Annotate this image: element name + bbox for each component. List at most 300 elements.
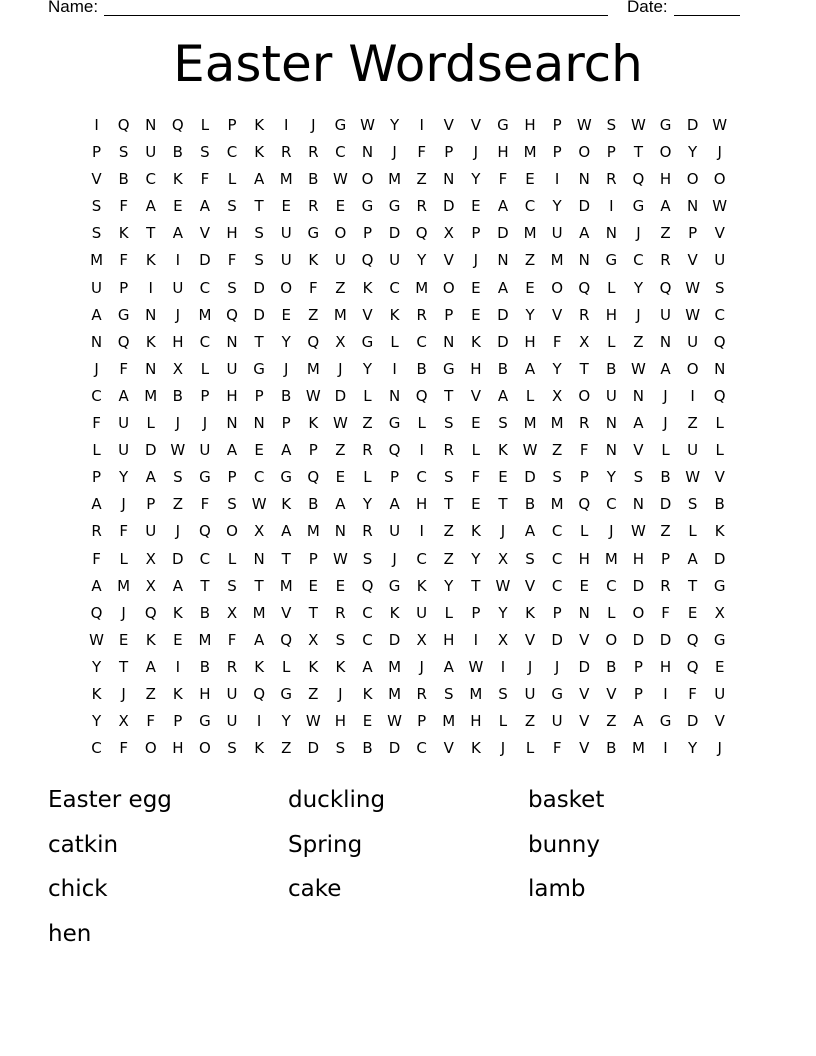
grid-cell: M [279, 170, 293, 189]
grid-cell: L [580, 522, 589, 541]
grid-cell: S [714, 278, 725, 297]
grid-cell: M [198, 630, 212, 649]
grid-cell: N [605, 414, 617, 433]
grid-cell: J [392, 143, 397, 162]
grid-cell: P [92, 468, 102, 487]
grid-cell: W [712, 197, 728, 216]
grid-row [83, 546, 733, 573]
grid-cell: C [551, 522, 563, 541]
grid-cell: H [659, 170, 672, 189]
grid-cell: Y [552, 359, 562, 378]
grid-cell: I [94, 116, 99, 134]
grid-cell: A [91, 576, 102, 595]
grid-cell: A [389, 495, 400, 514]
grid-cell: P [552, 143, 562, 162]
grid-cell: J [500, 739, 506, 758]
grid-cell: G [442, 359, 455, 378]
grid-cell: V [552, 305, 563, 324]
grid-cell: H [443, 630, 455, 649]
grid-cell: T [444, 386, 454, 405]
grid-cell: V [633, 441, 644, 460]
grid-cell: Q [713, 386, 726, 405]
grid-cell: P [227, 116, 237, 134]
grid-cell: W [305, 386, 321, 405]
grid-cell: I [554, 170, 560, 189]
grid-cell: L [282, 657, 291, 676]
grid-cell: K [145, 630, 156, 649]
grid-cell: V [91, 170, 102, 189]
grid-cell: P [146, 495, 156, 514]
grid-row [83, 166, 733, 193]
grid-cell: I [500, 657, 506, 676]
grid-cell: C [551, 549, 563, 568]
grid-cell: M [306, 522, 320, 541]
grid-cell: P [362, 224, 372, 243]
grid-cell: E [308, 576, 319, 595]
grid-cell: L [607, 332, 616, 351]
grid-cell: Q [578, 495, 591, 514]
grid-cell: Y [552, 197, 562, 216]
grid-cell: O [659, 143, 672, 162]
grid-cell: R [91, 522, 102, 541]
grid-cell: T [119, 657, 129, 676]
grid-row [83, 112, 733, 139]
grid-cell: Z [633, 332, 644, 351]
grid-row [83, 573, 733, 600]
grid-cell: Y [91, 657, 102, 676]
grid-cell: I [663, 739, 668, 758]
grid-cell: Q [90, 603, 103, 622]
grid-cell: L [146, 414, 155, 433]
grid-cell: V [687, 251, 698, 270]
grid-cell: E [281, 305, 291, 324]
grid-cell: S [118, 143, 129, 162]
grid-cell: S [254, 224, 264, 243]
grid-cell: N [714, 359, 726, 378]
grid-cell: A [281, 441, 292, 460]
grid-cell: M [550, 414, 564, 433]
grid-cell: A [443, 657, 454, 676]
grid-cell: U [226, 684, 238, 703]
grid-row [83, 681, 733, 708]
grid-cell: L [92, 441, 101, 460]
grid-row [83, 654, 733, 681]
grid-cell: K [714, 522, 725, 541]
grid-cell: X [714, 603, 725, 622]
grid-cell: J [717, 739, 722, 758]
grid-cell: Z [308, 305, 319, 324]
grid-row [83, 329, 733, 356]
grid-row [83, 356, 733, 383]
word-list-item: catkin [48, 831, 119, 858]
grid-cell: L [119, 549, 128, 568]
grid-cell: B [172, 386, 183, 405]
grid-cell: X [579, 332, 590, 351]
grid-cell: K [145, 332, 156, 351]
grid-cell: T [444, 495, 454, 514]
grid-cell: C [335, 143, 346, 162]
grid-cell: F [498, 170, 508, 189]
grid-cell: D [578, 657, 591, 676]
grid-cell: F [119, 197, 128, 216]
grid-cell: C [606, 576, 617, 595]
grid-cell: U [91, 278, 103, 297]
grid-cell: G [361, 332, 374, 351]
grid-cell: U [660, 305, 671, 324]
grid-cell: W [387, 712, 402, 731]
grid-cell: R [579, 305, 590, 324]
grid-cell: J [473, 143, 479, 162]
grid-cell: X [416, 630, 427, 649]
grid-cell: C [416, 332, 427, 351]
grid-cell: G [253, 359, 265, 378]
grid-cell: P [444, 305, 454, 324]
grid-cell: G [117, 305, 130, 324]
grid-cell: D [388, 739, 401, 758]
grid-cell: G [199, 712, 211, 731]
grid-cell: U [687, 332, 699, 351]
grid-cell: O [144, 739, 157, 758]
grid-cell: L [715, 414, 724, 433]
grid-cell: D [659, 630, 672, 649]
grid-cell: C [524, 197, 536, 216]
grid-cell: K [254, 143, 265, 162]
grid-cell: Z [552, 441, 563, 460]
grid-cell: W [360, 116, 375, 134]
grid-cell: B [118, 170, 129, 189]
grid-cell: E [471, 197, 481, 216]
grid-cell: S [498, 684, 508, 703]
grid-cell: Q [686, 657, 699, 676]
grid-cell: A [633, 712, 644, 731]
grid-cell: R [226, 657, 238, 676]
grid-cell: L [498, 712, 508, 731]
grid-cell: B [362, 739, 373, 758]
grid-cell: S [227, 739, 237, 758]
grid-cell: Y [91, 712, 102, 731]
grid-cell: F [579, 441, 589, 460]
grid-cell: M [388, 657, 402, 676]
grid-cell: D [388, 630, 401, 649]
grid-cell: K [118, 224, 129, 243]
grid-cell: Y [498, 603, 508, 622]
grid-row [83, 220, 733, 247]
grid-cell: P [471, 224, 481, 243]
grid-cell: S [362, 549, 373, 568]
grid-cell: D [551, 630, 563, 649]
grid-cell: K [470, 332, 481, 351]
grid-cell: H [578, 549, 590, 568]
grid-cell: P [308, 441, 318, 460]
grid-cell: F [552, 332, 562, 351]
grid-cell: Z [335, 441, 346, 460]
grid-cell: M [252, 603, 266, 622]
grid-cell: S [498, 414, 508, 433]
grid-cell: F [227, 630, 237, 649]
grid-cell: V [362, 305, 373, 324]
grid-cell: U [389, 522, 401, 541]
grid-cell: N [253, 414, 265, 433]
grid-cell: U [551, 712, 563, 731]
grid-cell: A [497, 278, 509, 297]
grid-cell: R [443, 441, 454, 460]
grid-cell: H [226, 386, 238, 405]
grid-cell: F [661, 603, 670, 622]
grid-cell: S [200, 143, 210, 162]
grid-cell: C [199, 549, 211, 568]
grid-cell: E [173, 197, 183, 216]
grid-cell: T [471, 576, 481, 595]
grid-cell: U [118, 441, 130, 460]
grid-cell: S [173, 468, 183, 487]
grid-cell: E [362, 712, 373, 731]
grid-cell: P [227, 468, 237, 487]
grid-cell: J [663, 414, 668, 433]
grid-cell: X [497, 549, 509, 568]
grid-cell: I [663, 684, 668, 703]
grid-cell: K [335, 657, 346, 676]
grid-cell: Q [280, 630, 293, 649]
grid-cell: W [576, 116, 592, 134]
name-field-line[interactable] [104, 15, 608, 16]
grid-cell: P [660, 549, 671, 568]
grid-cell: J [175, 305, 181, 324]
grid-cell: T [498, 495, 508, 514]
grid-cell: C [145, 170, 156, 189]
grid-cell: E [579, 576, 589, 595]
grid-cell: S [444, 468, 454, 487]
grid-cell: K [389, 305, 400, 324]
grid-cell: Z [524, 251, 536, 270]
grid-cell: Z [335, 278, 346, 297]
grid-cell: Q [199, 522, 211, 541]
grid-cell: O [442, 278, 455, 297]
grid-cell: Z [145, 684, 156, 703]
grid-cell: U [714, 684, 726, 703]
grid-cell: I [609, 197, 614, 216]
grid-cell: O [226, 522, 238, 541]
grid-cell: W [170, 441, 186, 460]
grid-cell: J [636, 305, 641, 324]
grid-cell: F [200, 170, 210, 189]
grid-cell: D [334, 386, 347, 405]
grid-cell: P [444, 143, 454, 162]
grid-cell: J [175, 414, 181, 433]
grid-cell: D [632, 576, 645, 595]
grid-cell: P [173, 712, 183, 731]
grid-cell: X [145, 549, 156, 568]
grid-cell: G [551, 684, 563, 703]
grid-cell: S [444, 684, 454, 703]
grid-cell: D [199, 251, 211, 270]
grid-cell: N [145, 305, 157, 324]
grid-cell: M [523, 143, 537, 162]
grid-cell: W [332, 170, 348, 189]
grid-cell: S [444, 414, 454, 433]
grid-cell: J [419, 657, 424, 676]
grid-cell: V [443, 251, 454, 270]
grid-cell: P [606, 143, 616, 162]
grid-cell: X [552, 386, 563, 405]
grid-cell: P [552, 116, 562, 134]
grid-cell: X [172, 359, 183, 378]
grid-cell: Q [117, 116, 130, 134]
grid-cell: Q [415, 224, 428, 243]
grid-cell: R [362, 441, 373, 460]
grid-cell: X [226, 603, 238, 622]
grid-cell: K [281, 495, 292, 514]
grid-cell: K [470, 522, 481, 541]
word-list-item: Spring [288, 831, 363, 858]
grid-row [83, 518, 733, 545]
grid-cell: L [607, 603, 616, 622]
grid-cell: S [606, 116, 617, 134]
grid-cell: U [280, 251, 292, 270]
grid-cell: D [497, 224, 509, 243]
grid-cell: R [335, 603, 346, 622]
grid-cell: Z [524, 712, 536, 731]
grid-cell: A [362, 657, 373, 676]
grid-cell: P [552, 603, 562, 622]
grid-cell: R [416, 197, 427, 216]
grid-cell: N [226, 332, 238, 351]
grid-cell: G [280, 468, 293, 487]
grid-cell: M [90, 251, 104, 270]
grid-cell: A [524, 359, 536, 378]
grid-cell: O [334, 224, 347, 243]
grid-cell: Y [633, 278, 643, 297]
grid-cell: C [253, 468, 265, 487]
grid-cell: A [281, 522, 292, 541]
grid-cell: K [416, 576, 427, 595]
grid-cell: G [307, 224, 320, 243]
grid-cell: S [227, 576, 237, 595]
grid-cell: Z [362, 414, 373, 433]
grid-cell: X [308, 630, 319, 649]
grid-cell: X [443, 224, 454, 243]
grid-cell: Q [144, 603, 157, 622]
grid-cell: T [200, 576, 210, 595]
grid-cell: P [308, 549, 318, 568]
grid-cell: A [579, 224, 590, 243]
grid-cell: Q [226, 305, 238, 324]
grid-cell: B [714, 495, 725, 514]
grid-cell: S [335, 739, 346, 758]
grid-cell: K [254, 739, 265, 758]
grid-cell: V [524, 630, 536, 649]
grid-cell: L [200, 116, 210, 134]
grid-cell: K [145, 251, 156, 270]
grid-cell: P [254, 386, 264, 405]
grid-cell: F [119, 739, 128, 758]
grid-cell: H [632, 549, 645, 568]
grid-row [83, 193, 733, 220]
grid-cell: F [688, 684, 697, 703]
grid-cell: H [199, 684, 211, 703]
grid-row [83, 627, 733, 654]
grid-cell: L [525, 739, 535, 758]
grid-cell: A [199, 197, 211, 216]
grid-cell: W [631, 116, 646, 134]
grid-cell: Z [443, 522, 454, 541]
grid-cell: M [415, 278, 429, 297]
grid-cell: K [362, 278, 373, 297]
date-field-line[interactable] [674, 15, 740, 16]
grid-cell: M [279, 576, 293, 595]
grid-cell: D [253, 305, 265, 324]
grid-cell: Z [687, 414, 698, 433]
grid-cell: F [119, 522, 128, 541]
grid-cell: N [145, 359, 157, 378]
grid-cell: R [660, 251, 671, 270]
grid-cell: S [227, 197, 237, 216]
grid-cell: T [633, 143, 643, 162]
grid-cell: U [172, 278, 184, 297]
grid-cell: S [254, 251, 264, 270]
grid-cell: F [119, 359, 128, 378]
grid-cell: P [471, 603, 481, 622]
grid-cell: I [175, 657, 181, 676]
grid-cell: R [416, 684, 427, 703]
grid-cell: Q [659, 278, 672, 297]
grid-cell: T [281, 549, 291, 568]
grid-cell: F [227, 251, 237, 270]
grid-cell: N [388, 386, 401, 405]
grid-cell: X [497, 630, 509, 649]
grid-cell: C [91, 739, 102, 758]
grid-cell: Z [308, 684, 319, 703]
grid-cell: H [172, 739, 184, 758]
grid-cell: J [202, 414, 208, 433]
grid-row [83, 735, 733, 762]
grid-cell: V [199, 224, 211, 243]
grid-cell: N [632, 386, 645, 405]
grid-cell: F [119, 251, 128, 270]
grid-cell: H [334, 712, 347, 731]
grid-cell: D [632, 630, 645, 649]
grid-cell: E [471, 495, 481, 514]
grid-cell: F [471, 468, 481, 487]
grid-cell: R [606, 170, 617, 189]
grid-cell: A [497, 197, 509, 216]
grid-cell: Y [281, 712, 291, 731]
grid-cell: U [687, 441, 699, 460]
grid-cell: Y [417, 251, 427, 270]
grid-cell: A [497, 386, 509, 405]
grid-cell: Q [686, 630, 699, 649]
grid-cell: Y [362, 359, 373, 378]
grid-cell: R [579, 414, 590, 433]
grid-cell: W [522, 441, 538, 460]
grid-cell: D [253, 278, 265, 297]
grid-cell: D [659, 495, 672, 514]
grid-cell: G [334, 116, 347, 134]
grid-cell: B [308, 495, 319, 514]
grid-cell: O [578, 143, 591, 162]
grid-cell: S [91, 197, 102, 216]
grid-cell: U [145, 143, 157, 162]
grid-cell: C [389, 278, 400, 297]
grid-cell: J [283, 359, 289, 378]
grid-cell: L [471, 441, 481, 460]
grid-cell: R [362, 522, 373, 541]
grid-cell: E [335, 468, 346, 487]
grid-cell: V [443, 116, 454, 134]
grid-cell: U [118, 414, 130, 433]
grid-cell: L [227, 549, 237, 568]
grid-cell: I [148, 278, 153, 297]
grid-cell: P [579, 468, 589, 487]
